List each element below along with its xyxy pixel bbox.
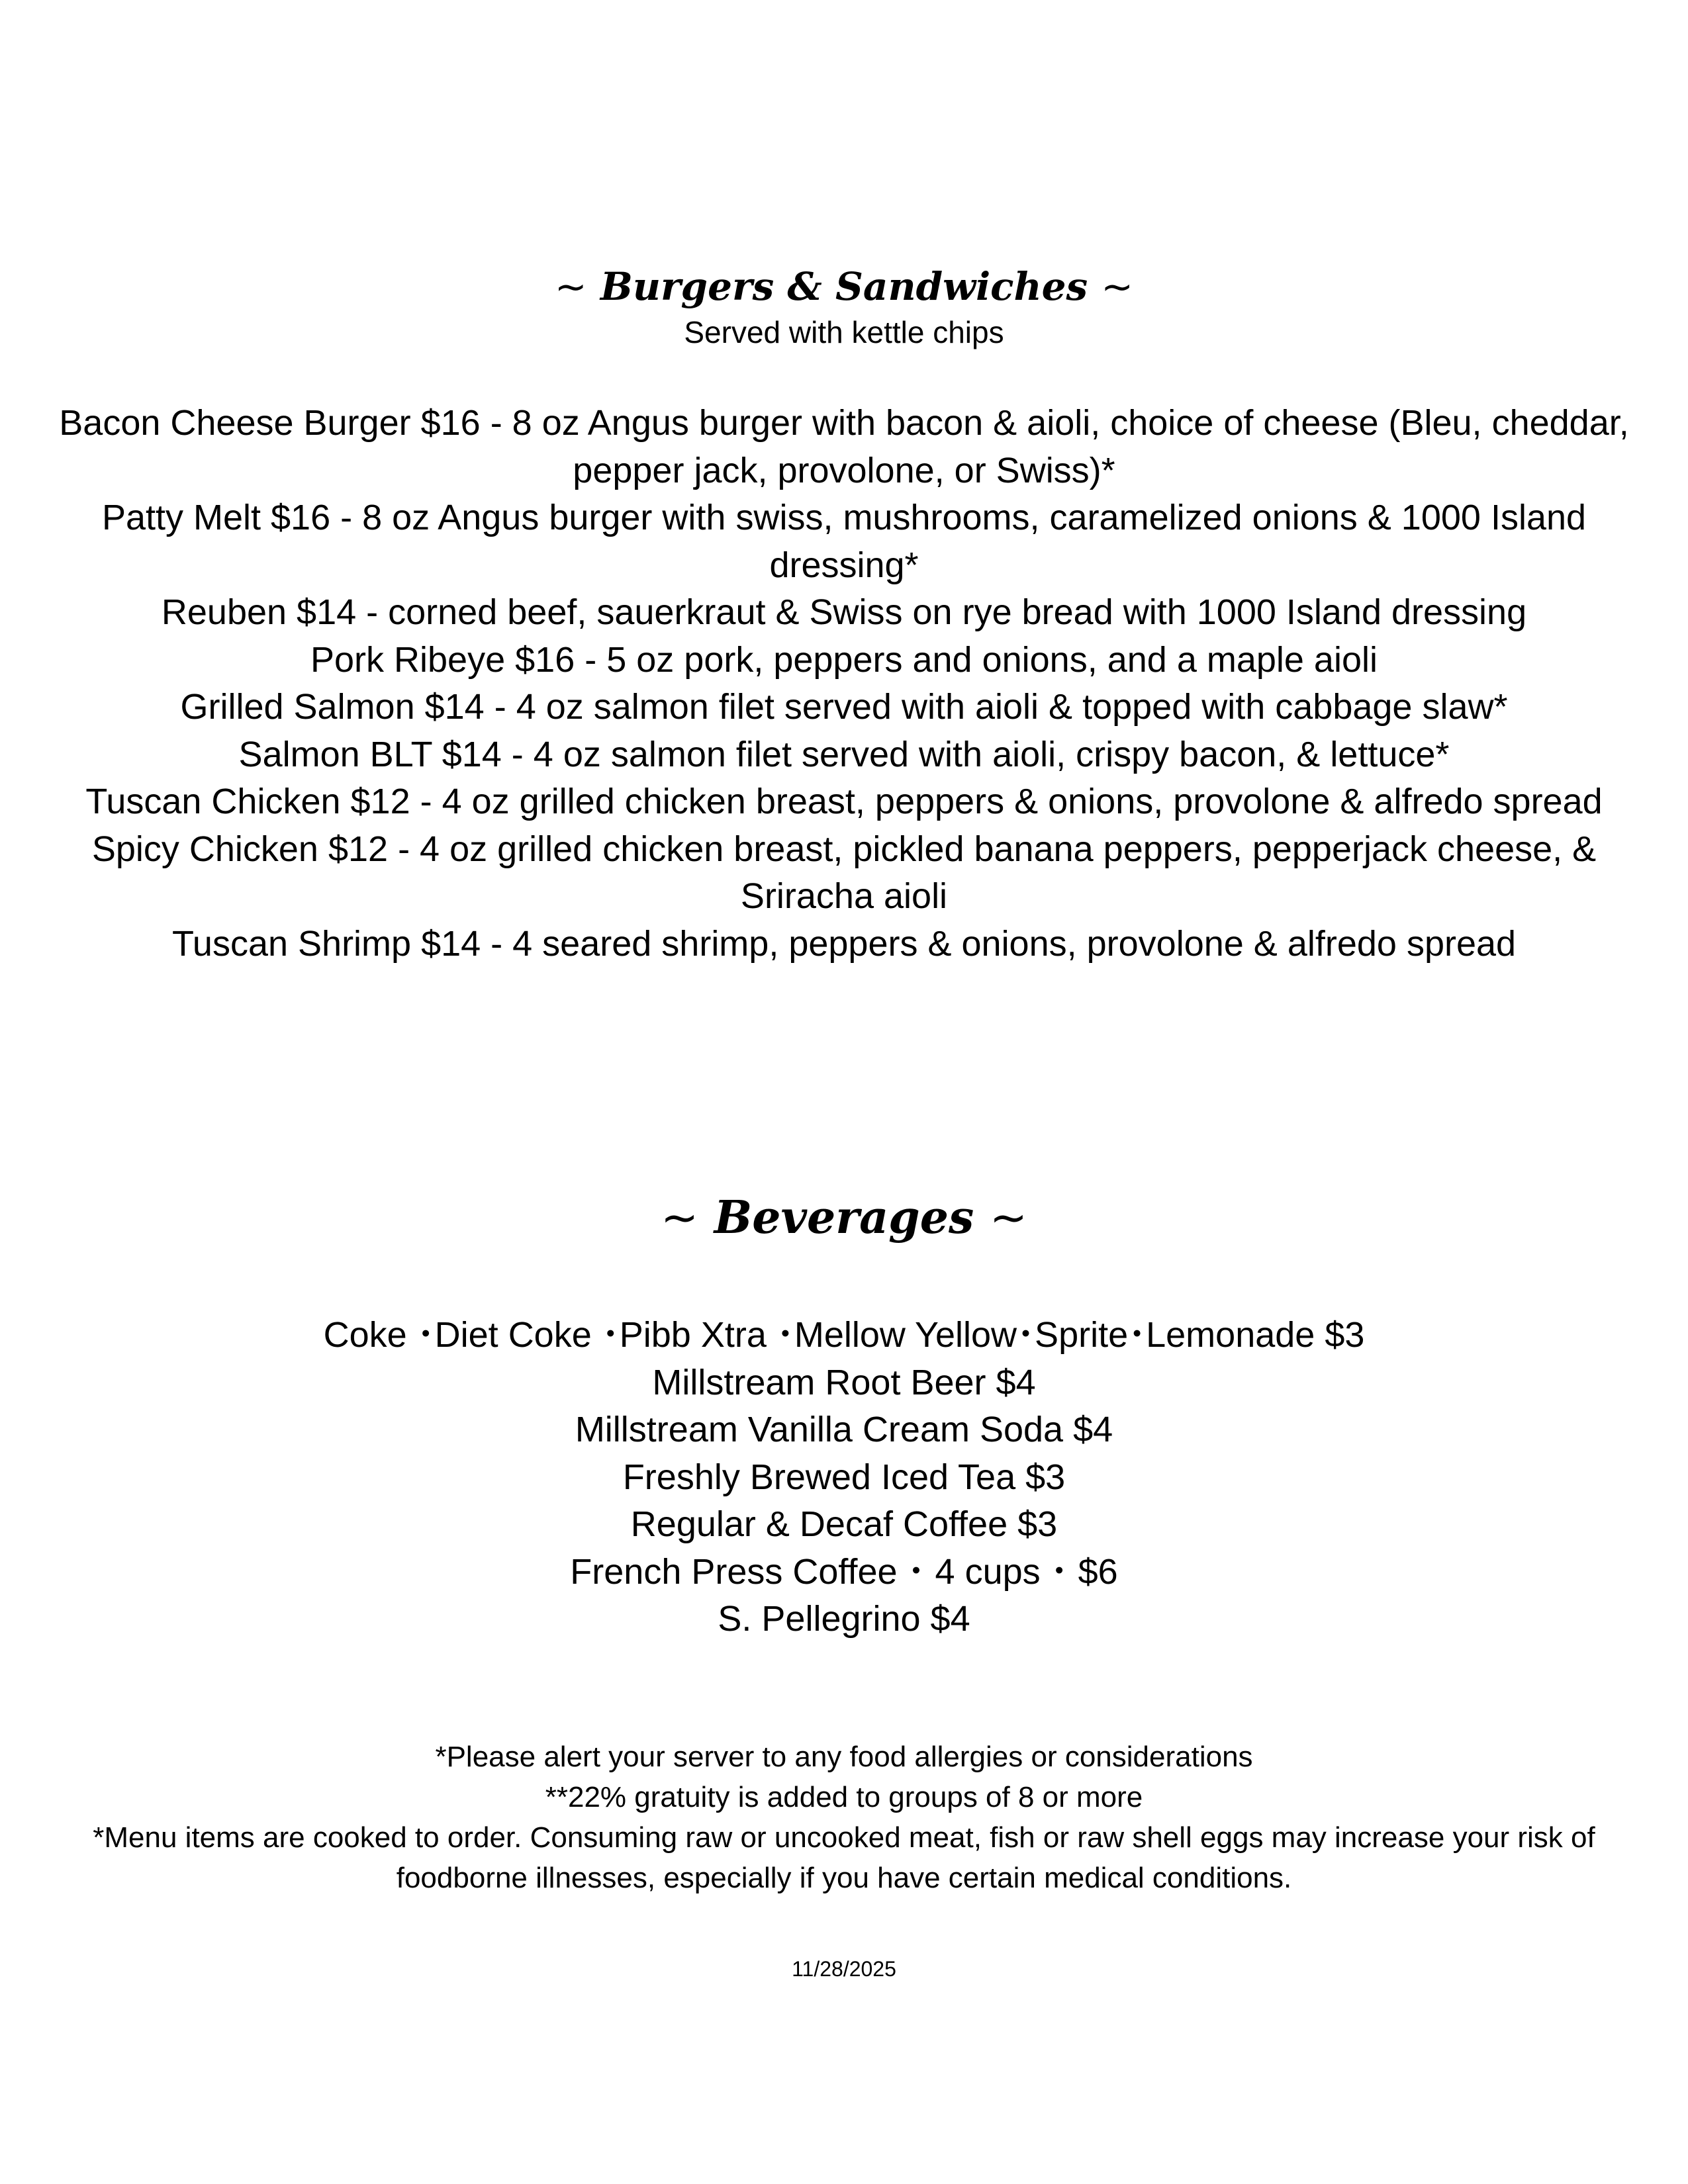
burgers-menu-list [46, 400, 1642, 968]
beverage-item: Coke ･Diet Coke ･Pibb Xtra ･Mellow Yellow･Sprite･Lemonade $3 [323, 1315, 1365, 1355]
burgers-sandwiches-heading [40, 253, 1648, 320]
beverages-menu-list [40, 1312, 1648, 1643]
menu-item: Tuscan Shrimp $14 - 4 seared shrimp, peppers & onions, provolone & alfredo spread [171, 923, 1517, 964]
menu-item: Reuben $14 - corned beef, sauerkraut & Swiss on rye bread with 1000 Island dressing [161, 592, 1527, 632]
food-safety-warning: *Menu items are cooked to order. Consuming raw or uncooked meat, fish or raw shell eggs may increase your risk of foodborne illnesses, especially if you have certain medical conditions. [93, 1821, 1595, 1894]
burgers-subtitle: Served with kettle chips [684, 315, 1004, 349]
beverages-heading-text: Beverages [714, 1191, 974, 1244]
beverage-item: Millstream Root Beer $4 [652, 1362, 1036, 1402]
tilde-right: ~ [989, 1192, 1027, 1244]
menu-item: Bacon Cheese Burger $16 - 8 oz Angus burger with bacon & aioli, choice of cheese (Bleu, cheddar, pepper jack, provolone, or Swiss)* [59, 403, 1629, 490]
tilde-left: ~ [555, 264, 587, 309]
tilde-left: ~ [661, 1192, 699, 1244]
menu-item: Pork Ribeye $16 - 5 oz pork, peppers and onions, and a maple aioli [310, 639, 1378, 680]
beverage-item: S. Pellegrino $4 [718, 1599, 970, 1639]
beverage-item: Millstream Vanilla Cream Soda $4 [575, 1410, 1113, 1449]
allergy-note: *Please alert your server to any food allergies or considerations [435, 1741, 1253, 1773]
burgers-heading-text: Burgers & Sandwiches [600, 264, 1088, 309]
beverages-heading [40, 1181, 1648, 1255]
menu-item: Patty Melt $16 - 8 oz Angus burger with swiss, mushrooms, caramelized onions & 1000 Island dressing* [101, 498, 1587, 585]
menu-notes [53, 1737, 1635, 1898]
menu-item: Spicy Chicken $12 - 4 oz grilled chicken breast, pickled banana peppers, pepperjack cheese, & Sriracha aioli [91, 829, 1597, 916]
menu-item: Tuscan Chicken $12 - 4 oz grilled chicken breast, peppers & onions, provolone & alfredo spread [85, 782, 1603, 821]
beverage-item: Freshly Brewed Iced Tea $3 [622, 1457, 1066, 1497]
menu-item: Grilled Salmon $14 - 4 oz salmon filet served with aioli & topped with cabbage slaw* [180, 687, 1508, 727]
beverage-item: Regular & Decaf Coffee $3 [630, 1504, 1058, 1544]
menu-item: Salmon BLT $14 - 4 oz salmon filet served with aioli, crispy bacon, & lettuce* [238, 734, 1450, 774]
beverage-item: French Press Coffee ･ 4 cups ･ $6 [570, 1551, 1118, 1592]
gratuity-note: **22% gratuity is added to groups of 8 or more [545, 1781, 1143, 1813]
menu-date: 11/28/2025 [792, 1957, 896, 1981]
tilde-right: ~ [1101, 264, 1133, 309]
